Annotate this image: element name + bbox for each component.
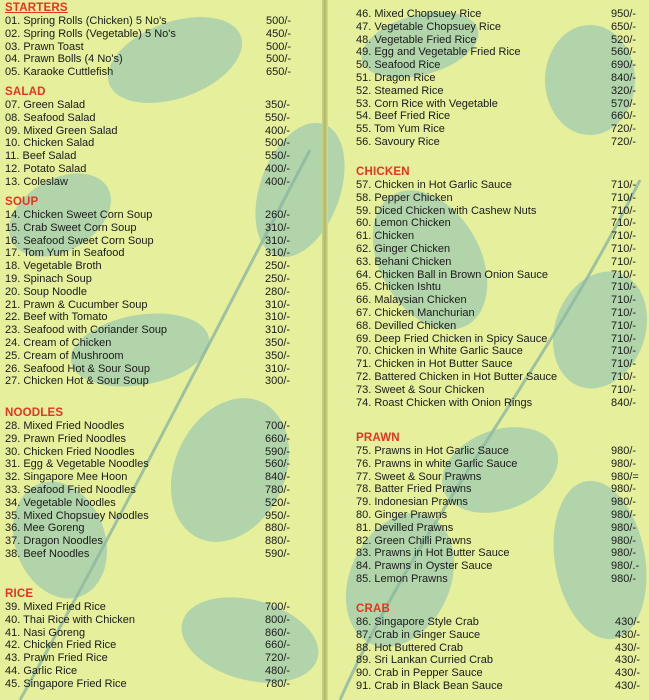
item-name: 10. Chicken Salad — [5, 137, 95, 150]
section-prawn — [356, 432, 644, 586]
item-price: 980/- — [611, 521, 637, 534]
item-name: 15. Crab Sweet Corn Soup — [5, 221, 137, 234]
menu-item — [356, 136, 644, 149]
item-name: 58. Pepper Chicken — [356, 191, 453, 204]
item-name: 68. Devilled Chicken — [356, 319, 457, 332]
item-price: 980/- — [611, 457, 637, 470]
menu-item — [356, 179, 644, 192]
menu-item — [5, 522, 297, 535]
item-price: 840/- — [611, 71, 637, 84]
menu-item — [5, 535, 297, 548]
menu-item — [356, 192, 644, 205]
menu-item — [5, 247, 297, 260]
item-price: 710/- — [611, 306, 637, 319]
item-name: 88. Hot Buttered Crab — [356, 641, 464, 654]
item-price: 250/- — [265, 272, 291, 285]
section-starters — [5, 2, 297, 79]
menu-item — [356, 509, 644, 522]
page-fold — [322, 0, 328, 700]
section-noodles — [5, 407, 297, 561]
item-name: 19. Spinach Soup — [5, 272, 92, 285]
item-name: 55. Tom Yum Rice — [356, 123, 445, 136]
menu-item — [5, 66, 297, 79]
item-name: 64. Chicken Ball in Brown Onion Sauce — [356, 268, 548, 281]
item-name: 47. Vegetable Chopsuey Rice — [356, 20, 501, 33]
item-name: 41. Nasi Goreng — [5, 626, 86, 639]
section-rice-continued — [356, 8, 644, 149]
item-price: 710/- — [611, 217, 637, 230]
menu-item — [356, 21, 644, 34]
menu-item — [356, 629, 644, 642]
item-name: 05. Karaoke Cuttlefish — [5, 66, 114, 79]
item-name: 46. Mixed Chopsuey Rice — [356, 8, 482, 20]
item-name: 36. Mee Goreng — [5, 522, 85, 535]
menu-item — [5, 112, 297, 125]
item-name: 57. Chicken in Hot Garlic Sauce — [356, 179, 512, 191]
item-price: 650/- — [266, 66, 292, 79]
menu-item — [5, 337, 297, 350]
menu-item — [356, 458, 644, 471]
item-price: 430/- — [615, 679, 641, 692]
item-price: 430/- — [615, 667, 641, 680]
menu-item — [356, 243, 644, 256]
item-name: 87. Crab in Ginger Sauce — [356, 628, 481, 641]
item-name: 23. Seafood with Coriander Soup — [5, 324, 168, 337]
menu-item — [356, 642, 644, 655]
item-name: 76. Prawns in white Garlic Sauce — [356, 457, 518, 470]
menu-item — [5, 99, 297, 112]
item-price: 570/- — [611, 97, 637, 110]
menu-item — [356, 522, 644, 535]
item-price: 710/- — [611, 345, 637, 358]
menu-item — [356, 256, 644, 269]
menu-item — [356, 667, 644, 680]
item-name: 16. Seafood Sweet Corn Soup — [5, 234, 154, 247]
menu-item — [356, 358, 644, 371]
menu-item — [356, 371, 644, 384]
item-price: 260/- — [265, 209, 291, 221]
item-name: 61. Chicken — [356, 230, 415, 243]
item-name: 50. Seafood Rice — [356, 59, 441, 72]
item-price: 550/- — [265, 111, 291, 124]
item-name: 03. Prawn Toast — [5, 40, 84, 53]
item-price: 500/- — [265, 137, 291, 150]
item-price: 560/- — [611, 46, 637, 59]
menu-item — [5, 53, 297, 66]
menu-item — [5, 446, 297, 459]
item-name: 07. Green Salad — [5, 99, 86, 111]
menu-item — [5, 484, 297, 497]
menu-item — [5, 375, 297, 388]
item-name: 53. Corn Rice with Vegetable — [356, 97, 498, 110]
item-name: 66. Malaysian Chicken — [356, 294, 467, 307]
item-price: 590/- — [265, 445, 291, 458]
item-price: 700/- — [265, 420, 291, 432]
item-name: 43. Prawn Fried Rice — [5, 652, 108, 665]
menu-item — [356, 345, 644, 358]
menu-item — [356, 85, 644, 98]
item-name: 39. Mixed Fried Rice — [5, 601, 106, 613]
item-price: 320/- — [611, 84, 637, 97]
item-name: 45. Singapore Fried Rice — [5, 677, 127, 690]
menu-item — [5, 350, 297, 363]
section-soup — [5, 196, 297, 388]
item-name: 86. Singapore Style Crab — [356, 616, 479, 628]
menu-item — [5, 137, 297, 150]
item-name: 24. Cream of Chicken — [5, 336, 112, 349]
menu-item — [5, 471, 297, 484]
menu-item — [356, 34, 644, 47]
menu-item — [356, 384, 644, 397]
item-price: 560/- — [265, 458, 291, 471]
menu-item — [5, 627, 297, 640]
menu-item — [5, 601, 297, 614]
menu-item — [356, 573, 644, 586]
item-price: 660/- — [265, 639, 291, 652]
menu-item — [356, 294, 644, 307]
item-name: 81. Devilled Prawns — [356, 521, 454, 534]
menu-item — [5, 614, 297, 627]
item-name: 04. Prawn Bolls (4 No's) — [5, 53, 123, 66]
item-price: 710/- — [611, 230, 637, 243]
item-price: 980/= — [611, 470, 639, 483]
item-price: 840/- — [265, 471, 291, 484]
item-price: 650/- — [611, 20, 637, 33]
menu-item — [356, 654, 644, 667]
menu-item — [356, 217, 644, 230]
item-price: 310/- — [265, 311, 291, 324]
item-name: 59. Diced Chicken with Cashew Nuts — [356, 204, 537, 217]
item-price: 880/- — [265, 522, 291, 535]
menu-item — [5, 209, 297, 222]
item-price: 710/- — [611, 294, 637, 307]
section-title: SALAD — [5, 86, 46, 98]
item-name: 49. Egg and Vegetable Fried Rice — [356, 46, 521, 59]
item-name: 52. Steamed Rice — [356, 84, 444, 97]
menu-item — [356, 307, 644, 320]
menu-item — [356, 72, 644, 85]
section-title: NOODLES — [5, 407, 64, 419]
item-price: 710/- — [611, 319, 637, 332]
section-title: SOUP — [5, 196, 39, 208]
item-price: 710/- — [611, 255, 637, 268]
item-name: 37. Dragon Noodles — [5, 535, 103, 548]
item-name: 18. Vegetable Broth — [5, 260, 102, 273]
item-price: 710/- — [611, 281, 637, 294]
item-name: 11. Beef Salad — [5, 150, 77, 163]
item-price: 310/- — [265, 234, 291, 247]
section-rice — [5, 588, 297, 691]
item-price: 310/- — [265, 298, 291, 311]
item-price: 980/- — [611, 496, 637, 509]
item-name: 79. Indonesian Prawns — [356, 496, 468, 509]
section-chicken — [356, 166, 644, 409]
item-name: 13. Coleslaw — [5, 175, 68, 188]
item-price: 720/- — [611, 135, 637, 148]
item-price: 310/- — [265, 221, 291, 234]
menu-item — [356, 269, 644, 282]
item-name: 72. Battered Chicken in Hot Butter Sauce — [356, 370, 558, 383]
item-name: 17. Tom Yum in Seafood — [5, 247, 125, 260]
item-name: 01. Spring Rolls (Chicken) 5 No's — [5, 15, 167, 27]
item-price: 400/- — [265, 162, 291, 175]
item-name: 22. Beef with Tomato — [5, 311, 108, 324]
item-price: 350/- — [265, 349, 291, 362]
item-price: 280/- — [265, 285, 291, 298]
section-crab — [356, 603, 644, 693]
menu-item — [356, 59, 644, 72]
menu-item — [5, 458, 297, 471]
menu-item — [5, 222, 297, 235]
item-name: 82. Green Chilli Prawns — [356, 534, 472, 547]
section-title: CRAB — [356, 603, 391, 615]
item-name: 40. Thai Rice with Chicken — [5, 613, 136, 626]
item-name: 08. Seafood Salad — [5, 111, 96, 124]
menu-item — [356, 8, 644, 21]
item-name: 71. Chicken in Hot Butter Sauce — [356, 358, 513, 371]
item-price: 310/- — [265, 362, 291, 375]
item-price: 590/- — [265, 547, 291, 560]
menu-item — [5, 420, 297, 433]
item-name: 78. Batter Fried Prawns — [356, 483, 472, 496]
menu-item — [5, 665, 297, 678]
menu-item — [356, 547, 644, 560]
item-name: 89. Sri Lankan Curried Crab — [356, 654, 493, 667]
item-price: 500/- — [266, 53, 292, 66]
item-name: 83. Prawns in Hot Butter Sauce — [356, 547, 510, 560]
menu-item — [5, 433, 297, 446]
item-price: 780/- — [265, 677, 291, 690]
item-name: 84. Prawns in Oyster Sauce — [356, 560, 493, 573]
item-name: 56. Savoury Rice — [356, 135, 440, 148]
menu-item — [5, 235, 297, 248]
menu-item — [356, 98, 644, 111]
item-name: 48. Vegetable Fried Rice — [356, 33, 477, 46]
item-price: 430/- — [615, 654, 641, 667]
item-name: 90. Crab in Pepper Sauce — [356, 667, 483, 680]
item-name: 75. Prawns in Hot Garlic Sauce — [356, 445, 509, 457]
item-name: 65. Chicken Ishtu — [356, 281, 441, 294]
item-name: 28. Mixed Fried Noodles — [5, 420, 125, 432]
item-price: 300/- — [265, 375, 291, 388]
item-price: 660/- — [611, 110, 637, 123]
item-name: 77. Sweet & Sour Prawns — [356, 470, 482, 483]
menu-item — [356, 230, 644, 243]
item-price: 980/.- — [611, 560, 640, 573]
item-name: 14. Chicken Sweet Corn Soup — [5, 209, 153, 221]
item-price: 860/- — [265, 626, 291, 639]
menu-item — [356, 46, 644, 59]
menu-item — [356, 320, 644, 333]
item-price: 690/- — [611, 59, 637, 72]
menu-item — [356, 281, 644, 294]
menu-item — [5, 324, 297, 337]
menu-item — [5, 41, 297, 54]
menu-item — [5, 548, 297, 561]
item-price: 980/- — [611, 547, 637, 560]
item-price: 710/- — [611, 204, 637, 217]
item-price: 950/- — [265, 509, 291, 522]
item-name: 62. Ginger Chicken — [356, 242, 451, 255]
item-name: 09. Mixed Green Salad — [5, 124, 118, 137]
item-name: 35. Mixed Chopsuey Noodles — [5, 509, 149, 522]
item-price: 710/- — [611, 370, 637, 383]
item-name: 51. Dragon Rice — [356, 71, 436, 84]
menu-item — [356, 535, 644, 548]
menu-item — [356, 496, 644, 509]
item-price: 710/- — [611, 191, 637, 204]
item-price: 500/- — [266, 40, 292, 53]
item-name: 30. Chicken Fried Noodles — [5, 445, 135, 458]
item-name: 44. Garlic Rice — [5, 664, 78, 677]
item-name: 29. Prawn Fried Noodles — [5, 432, 127, 445]
menu-item — [356, 205, 644, 218]
item-price: 550/- — [265, 150, 291, 163]
item-name: 38. Beef Noodles — [5, 547, 90, 560]
item-price: 720/- — [611, 123, 637, 136]
item-price: 980/- — [611, 483, 637, 496]
item-price: 430/- — [615, 628, 641, 641]
item-price: 450/- — [266, 27, 292, 40]
section-title: RICE — [5, 588, 34, 600]
item-name: 31. Egg & Vegetable Noodles — [5, 458, 149, 471]
item-price: 660/- — [265, 432, 291, 445]
menu-item — [356, 680, 644, 693]
item-price: 310/- — [265, 247, 291, 260]
item-price: 520/- — [265, 496, 291, 509]
menu-item — [356, 397, 644, 410]
item-name: 33. Seafood Fried Noodles — [5, 483, 136, 496]
menu-item — [5, 15, 297, 28]
menu-item — [5, 286, 297, 299]
menu-item — [5, 125, 297, 138]
item-price: 980/- — [611, 572, 637, 585]
item-price: 980/- — [611, 534, 637, 547]
item-name: 32. Singapore Mee Hoon — [5, 471, 128, 484]
menu-item — [5, 163, 297, 176]
item-name: 73. Sweet & Sour Chicken — [356, 383, 485, 396]
menu-item — [5, 311, 297, 324]
item-price: 480/- — [265, 664, 291, 677]
item-price: 980/- — [611, 508, 637, 521]
menu-item — [5, 150, 297, 163]
menu-item — [356, 333, 644, 346]
section-title: CHICKEN — [356, 166, 410, 178]
menu-item — [5, 176, 297, 189]
item-name: 54. Beef Fried Rice — [356, 110, 451, 123]
item-price: 780/- — [265, 483, 291, 496]
menu-item — [5, 678, 297, 691]
item-price: 430/- — [615, 616, 641, 628]
item-name: 26. Seafood Hot & Sour Soup — [5, 362, 150, 375]
item-name: 74. Roast Chicken with Onion Rings — [356, 396, 533, 409]
menu-item — [356, 445, 644, 458]
section-salad — [5, 86, 297, 189]
item-name: 67. Chicken Manchurian — [356, 306, 475, 319]
item-name: 42. Chicken Fried Rice — [5, 639, 117, 652]
item-name: 80. Ginger Prawns — [356, 508, 448, 521]
item-price: 710/- — [611, 179, 637, 191]
item-price: 500/- — [266, 15, 292, 27]
item-name: 34. Vegetable Noodles — [5, 496, 116, 509]
item-price: 700/- — [265, 601, 291, 613]
menu-item — [5, 28, 297, 41]
menu-item — [356, 483, 644, 496]
item-price: 720/- — [265, 652, 291, 665]
item-name: 91. Crab in Black Bean Sauce — [356, 679, 503, 692]
menu-item — [5, 639, 297, 652]
item-price: 980/- — [611, 445, 637, 457]
item-price: 710/- — [611, 332, 637, 345]
item-price: 710/- — [611, 268, 637, 281]
menu-item — [5, 510, 297, 523]
item-name: 12. Potato Salad — [5, 162, 87, 175]
item-name: 85. Lemon Prawns — [356, 572, 448, 585]
menu-item — [5, 652, 297, 665]
item-price: 350/- — [265, 99, 291, 111]
item-price: 430/- — [615, 641, 641, 654]
item-name: 70. Chicken in White Garlic Sauce — [356, 345, 523, 358]
item-name: 02. Spring Rolls (Vegetable) 5 No's — [5, 27, 176, 40]
menu-item — [356, 560, 644, 573]
item-price: 250/- — [265, 260, 291, 273]
section-title: STARTERS — [5, 2, 68, 14]
item-price: 400/- — [265, 175, 291, 188]
item-price: 710/- — [611, 242, 637, 255]
item-price: 950/- — [611, 8, 637, 20]
item-name: 27. Chicken Hot & Sour Soup — [5, 375, 149, 388]
item-price: 800/- — [265, 613, 291, 626]
menu-item — [5, 299, 297, 312]
item-price: 350/- — [265, 336, 291, 349]
menu-item — [5, 260, 297, 273]
item-name: 60. Lemon Chicken — [356, 217, 451, 230]
item-price: 710/- — [611, 358, 637, 371]
menu-item — [356, 471, 644, 484]
item-price: 520/- — [611, 33, 637, 46]
item-price: 880/- — [265, 535, 291, 548]
menu-item — [5, 497, 297, 510]
item-name: 21. Prawn & Cucumber Soup — [5, 298, 148, 311]
menu-item — [356, 110, 644, 123]
item-name: 25. Cream of Mushroom — [5, 349, 124, 362]
item-price: 310/- — [265, 324, 291, 337]
item-price: 840/- — [611, 396, 637, 409]
item-price: 400/- — [265, 124, 291, 137]
item-name: 63. Behani Chicken — [356, 255, 452, 268]
item-price: 710/- — [611, 383, 637, 396]
menu-item — [5, 273, 297, 286]
menu-item — [356, 616, 644, 629]
menu-item — [5, 363, 297, 376]
section-title: PRAWN — [356, 432, 400, 444]
menu-item — [356, 123, 644, 136]
item-name: 20. Soup Noodle — [5, 285, 87, 298]
item-name: 69. Deep Fried Chicken in Spicy Sauce — [356, 332, 548, 345]
